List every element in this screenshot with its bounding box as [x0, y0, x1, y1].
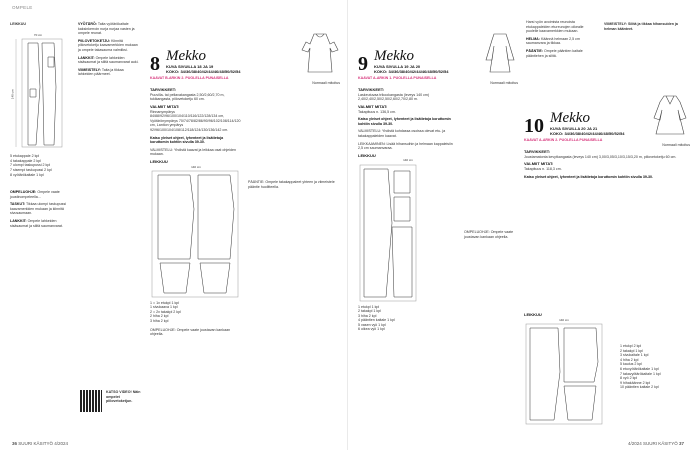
- pattern-kaava: KAAVAT B-ARKIN 2. PUOLELLA PUNAISELLA: [150, 76, 229, 80]
- leikkuu-piece: 5 vasen vyö 1 kpl: [358, 322, 386, 327]
- col2-text: Taita ja tikkaa lahkeiden päärmeet.: [78, 67, 124, 77]
- leikkuu-height: 140 cm: [10, 89, 15, 100]
- leikkuu-piece: 3 sivukaitale 1 kpl: [620, 353, 649, 358]
- leikkuu-piece: 6 etuvyötärökaitale 1 kpl: [620, 366, 659, 371]
- pattern-title: Mekko: [166, 48, 206, 64]
- leikkuu-piece: 5 etukappale 2 kpl: [10, 154, 40, 159]
- leikkuu-piece: 7 takavyötärökaitale 1 kpl: [620, 371, 661, 376]
- tarvikkeet-title: TARVIKKEET:: [150, 87, 177, 93]
- leikkuu-piece: 9 hihakäänne 2 kpl: [620, 380, 651, 385]
- col-a-label: PÄÄNTIE:: [526, 48, 543, 53]
- leikkuu-piece: 7 ulompi taskupussi 2 kpl: [10, 163, 51, 168]
- leikkuu-piece: 4 hiha 2 kpl: [620, 357, 639, 362]
- left-col-1: [10, 190, 68, 231]
- col-a-text: Harsi vyön avoimista reunoista etukappaleiden etureunojen oikealle puolelle kaavamerkkien mukaan.: [526, 20, 584, 34]
- tarvikkeet-title: TARVIKKEET:: [524, 149, 551, 155]
- col1-text: Ompele lahkeiden sisäsaumat ja silitä saumanvarat.: [10, 218, 63, 228]
- leikkuu-piece: 4 pääntien kaitale 1 kpl: [358, 318, 395, 323]
- pattern-9: [358, 30, 518, 332]
- page-number: 36: [12, 441, 18, 446]
- tarvikkeet-text: Laskeutuvaa trikookangasta (leveys 140 cm) 2,40/2,40/2,50/2,50/2,60/2,70/2,80 m.: [358, 92, 430, 102]
- ompeluohje: OMPELUOHJE: Ompele vaate joustavan kankaan ohjeella.: [150, 327, 231, 337]
- pattern-size-line: KUVA SIVULLA 19 JA 20: [374, 64, 421, 69]
- valmiit-mitat-title: VALMIIT MITAT:: [150, 103, 180, 109]
- leikkuu-pieces: [10, 154, 66, 177]
- leikkuu-width: 140 cm: [559, 317, 569, 322]
- leikkuu-piece: 8 vyö 2 kpl: [620, 376, 638, 381]
- magazine-footer: SUURI KÄSITYÖ 4/2024: [18, 441, 69, 446]
- pattern-koko: KOKO: 34/36/38/40/42/44/46/48/50/52/54: [166, 69, 241, 74]
- leikkuu-piece: 7 sisempi taskupussi 2 kpl: [10, 167, 52, 172]
- paantie-text: PÄÄNTIE: Ompele takakappaleet yhteen ja viimeistele pääntie huolitteella.: [248, 180, 335, 189]
- section-header: OMPELE: [12, 5, 33, 10]
- pattern-title: Mekko: [374, 48, 414, 64]
- leikkuu-piece: 4 takakappale 2 kpl: [10, 158, 41, 163]
- leikkuu-title: LEIKKUU: [358, 152, 376, 158]
- col2-text: Kiinnitä piilovetoketju kaavamerkkien mukaan ja ompele takasauma valmiiksi.: [78, 38, 138, 52]
- qr-caption: KATSO VIDEO! Näin ompelet piilovetoketjun.: [106, 390, 141, 404]
- tarvikkeet-text: Joustamatonta kevytkangasta (leveys 140 cm) 3,00/3,05/3,10/3,15/3,20 m, piilovetoketju 60 cm.: [524, 154, 677, 159]
- leikkuu-piece: 1 etukpl 2 kpl: [620, 344, 642, 348]
- leikkuu-diagram: [10, 22, 66, 177]
- pattern-8-right-col: [248, 180, 338, 192]
- leikkuu-width: 70 cm: [33, 32, 43, 37]
- valmiit-mitat-text: Takapituus n. 136,5 cm.: [358, 109, 396, 114]
- pattern-koko: KOKO: 34/36/38/40/42/44/46/48/50/52/54: [550, 131, 625, 136]
- right-page: [348, 0, 696, 450]
- yleiset-ohjeet: Katso yleiset ohjeet, lyhenteet ja lisätietoja koruttomin kohtiin sivulla 39-30.: [524, 174, 654, 179]
- magazine-footer: 4/2024 SUURI KÄSITYÖ: [627, 441, 678, 446]
- leikkuu-piece: 3 hiha 2 kpl: [358, 313, 377, 318]
- leikkuu-pieces-10: [620, 344, 690, 390]
- yleiset-ohjeet: Katso yleiset ohjeet, lyhenteet ja lisätietoja koruttomin kohtiin sivulla 39-30.: [150, 135, 224, 145]
- leikkaaminen-text: LEIKKAAMINEN: Lisää hihansuihin ja helmaan kappaleisiin 2,5 cm saumanvaraa.: [358, 141, 453, 151]
- tarvikkeet-text: Puuvilla- tai pellavakangasta 2,50/2,60/2,70 m, tukikangasta, piilovetoketju 60 cm.: [150, 92, 225, 102]
- pattern-size-line: KUVA SIVUILLA 18 JA 19: [166, 64, 214, 69]
- valmiit-mitat-title: VALMIIT MITAT:: [358, 103, 388, 109]
- pattern-9-ohje: [464, 230, 516, 242]
- leikkuu-piece: 1 etukpl 1 kpl: [358, 304, 380, 309]
- leikkuu-piece: 8 vyötärökaitale 1 kpl: [10, 172, 44, 177]
- leikkuu-layout-8: [150, 169, 240, 299]
- leikkuu-piece: 2 hiha 2 kpl: [150, 314, 169, 319]
- leikkuu-piece: 1 sivukaava 1 kpl: [150, 305, 178, 310]
- col1-text: Tikkaa ulompi taskupussi kaavamerkkien mukaan ja kiinnitä sivusaumaan.: [10, 202, 67, 216]
- pattern-kaava: KAAVAT A-ARKIN 2. PUOLELLA PUNAISELLA: [524, 138, 603, 142]
- leikkuu-piece: 2 takakpl 1 kpl: [620, 348, 643, 353]
- dress-sketch-8: [300, 30, 340, 74]
- col2-label: LANKKIT:: [78, 55, 95, 60]
- pattern-kaava: KAAVAT A-ARKIN 1. PUOLELLA PUNAISELLA: [358, 76, 437, 80]
- pattern-size-line: KUVA SIVUILLA 20 JA 21: [550, 126, 598, 131]
- leikkuu-piece: 10 pääntien kaitale 2 kpl: [620, 385, 659, 390]
- leikkuu-title: LEIKKUU: [150, 158, 168, 164]
- right-col-a: [526, 20, 590, 61]
- leikkuu-width: 140 cm: [191, 164, 201, 169]
- col2-label: PIILOVETOKETJU:: [78, 38, 111, 43]
- pattern-number: 10: [524, 115, 544, 137]
- col2-text: Ompele lahkeiden sisäsaumat ja silitä saumanvarat auki.: [78, 55, 139, 65]
- leikkuu-title: LEIKKUU: [524, 312, 542, 317]
- col2-label: VYÖTÄRÖ:: [78, 22, 97, 26]
- col2-label: VIIMEISTELY:: [78, 67, 101, 72]
- pattern-kaava-note: Normaali mitoitus: [662, 142, 690, 147]
- col1-label: LANKKIT:: [10, 218, 27, 223]
- col-a-label: HELMA:: [526, 36, 540, 41]
- col1-text: Ompele vaate joustinompeleella...: [10, 190, 60, 199]
- pattern-kaava-note: Normaali mitoitus: [312, 80, 340, 85]
- pattern-number: 8: [150, 53, 160, 75]
- leikkuu-title: LEIKKUU: [10, 22, 26, 26]
- pattern-8-left-col: [150, 88, 242, 337]
- valmiit-mitat-text: Rinnanympärys 84/88/92/96/100/104/110/116/122/128/134 cm, Vyötärönympärys 70/74/78/82/86/90/96/102/108/114/120 cm, Lantion ympärys 92/96/100/104/108/112/118/124/130/136/142 cm.: [150, 109, 241, 132]
- yleiset-ohjeet: Katso yleiset ohjeet, lyhenteet ja lisätietoja koruttomin kohtiin sivulla 39-30.: [358, 117, 451, 126]
- qr-code[interactable]: [80, 390, 102, 412]
- pattern-number: 9: [358, 53, 368, 75]
- col-a-text: Ompele pääntien kaitale pääntiehen ja silitä.: [526, 48, 583, 58]
- col1-label: TASKUT:: [10, 202, 26, 207]
- ompeluohje: OMPELUOHJE: Ompele vaate joustavan kankaan ohjeella.: [464, 230, 514, 239]
- valmiit-mitat-title: VALMIIT MITAT:: [524, 161, 554, 167]
- leikkuu-piece: 1 = 1x etukpl 1 kpl: [150, 300, 180, 305]
- pattern-title: Mekko: [550, 110, 590, 126]
- pattern-10-leikkuu: [524, 310, 690, 426]
- pattern-koko: KOKO: 34/36/38/40/42/44/46/48/50/52/54: [374, 69, 449, 74]
- leikkuu-layout-svg: [10, 37, 66, 152]
- pattern-10-col: [524, 150, 686, 179]
- pattern-kaava-note: Normaali mitoitus: [490, 80, 518, 85]
- valmistelu-text: VALMISTELU: Yhdistä kohdassa osoissa olevat etu- ja takakappaleiden kaavat.: [358, 129, 446, 138]
- col1-label: OMPELUOHJE:: [10, 190, 37, 194]
- leikkuu-layout-9: [358, 163, 418, 303]
- valmiit-mitat-text: Takapituus n. 118,3 cm.: [524, 166, 562, 171]
- col-a-text: Käännä helmaan 2,5 cm saumanvara ja tikkaa.: [526, 36, 580, 46]
- leikkuu-width: 140 cm: [403, 158, 413, 163]
- dress-sketch-9: [482, 30, 518, 74]
- leikkuu-piece: 3 hiha 2 kpl: [150, 319, 169, 324]
- pattern-8: [150, 30, 340, 340]
- leikkuu-piece: 2 takakpl 1 kpl: [358, 309, 381, 314]
- leikkuu-piece: 2 = 2x takakpl 2 kpl: [150, 309, 181, 314]
- page-footer-right: [628, 441, 684, 446]
- page-footer-left: [12, 441, 68, 446]
- pattern-9-col: [358, 88, 458, 332]
- leikkuu-piece: 6 oikea vyö 1 kpl: [358, 327, 385, 332]
- left-col-2: [78, 22, 140, 80]
- dress-sketch-10: [650, 92, 690, 136]
- col2-text: Taita vyötärökaitale kaksinkerroin nurja nurjaa vasten ja ompele reunat.: [78, 22, 135, 36]
- page-number: 37: [678, 441, 684, 446]
- valmistelu-text: VALMISTELU: Yhdistä kaavat ja leikkaa osat ohjeiden mukaan.: [150, 147, 236, 157]
- tarvikkeet-title: TARVIKKEET:: [358, 87, 385, 93]
- leikkuu-layout-10: [524, 322, 604, 426]
- leikkuu-piece: 5 kaulus 2 kpl: [620, 362, 642, 367]
- pattern-10-intro: VIIMEISTELY: Silitä ja tikkaa hihansuiden ja helman käänteet.: [604, 22, 678, 31]
